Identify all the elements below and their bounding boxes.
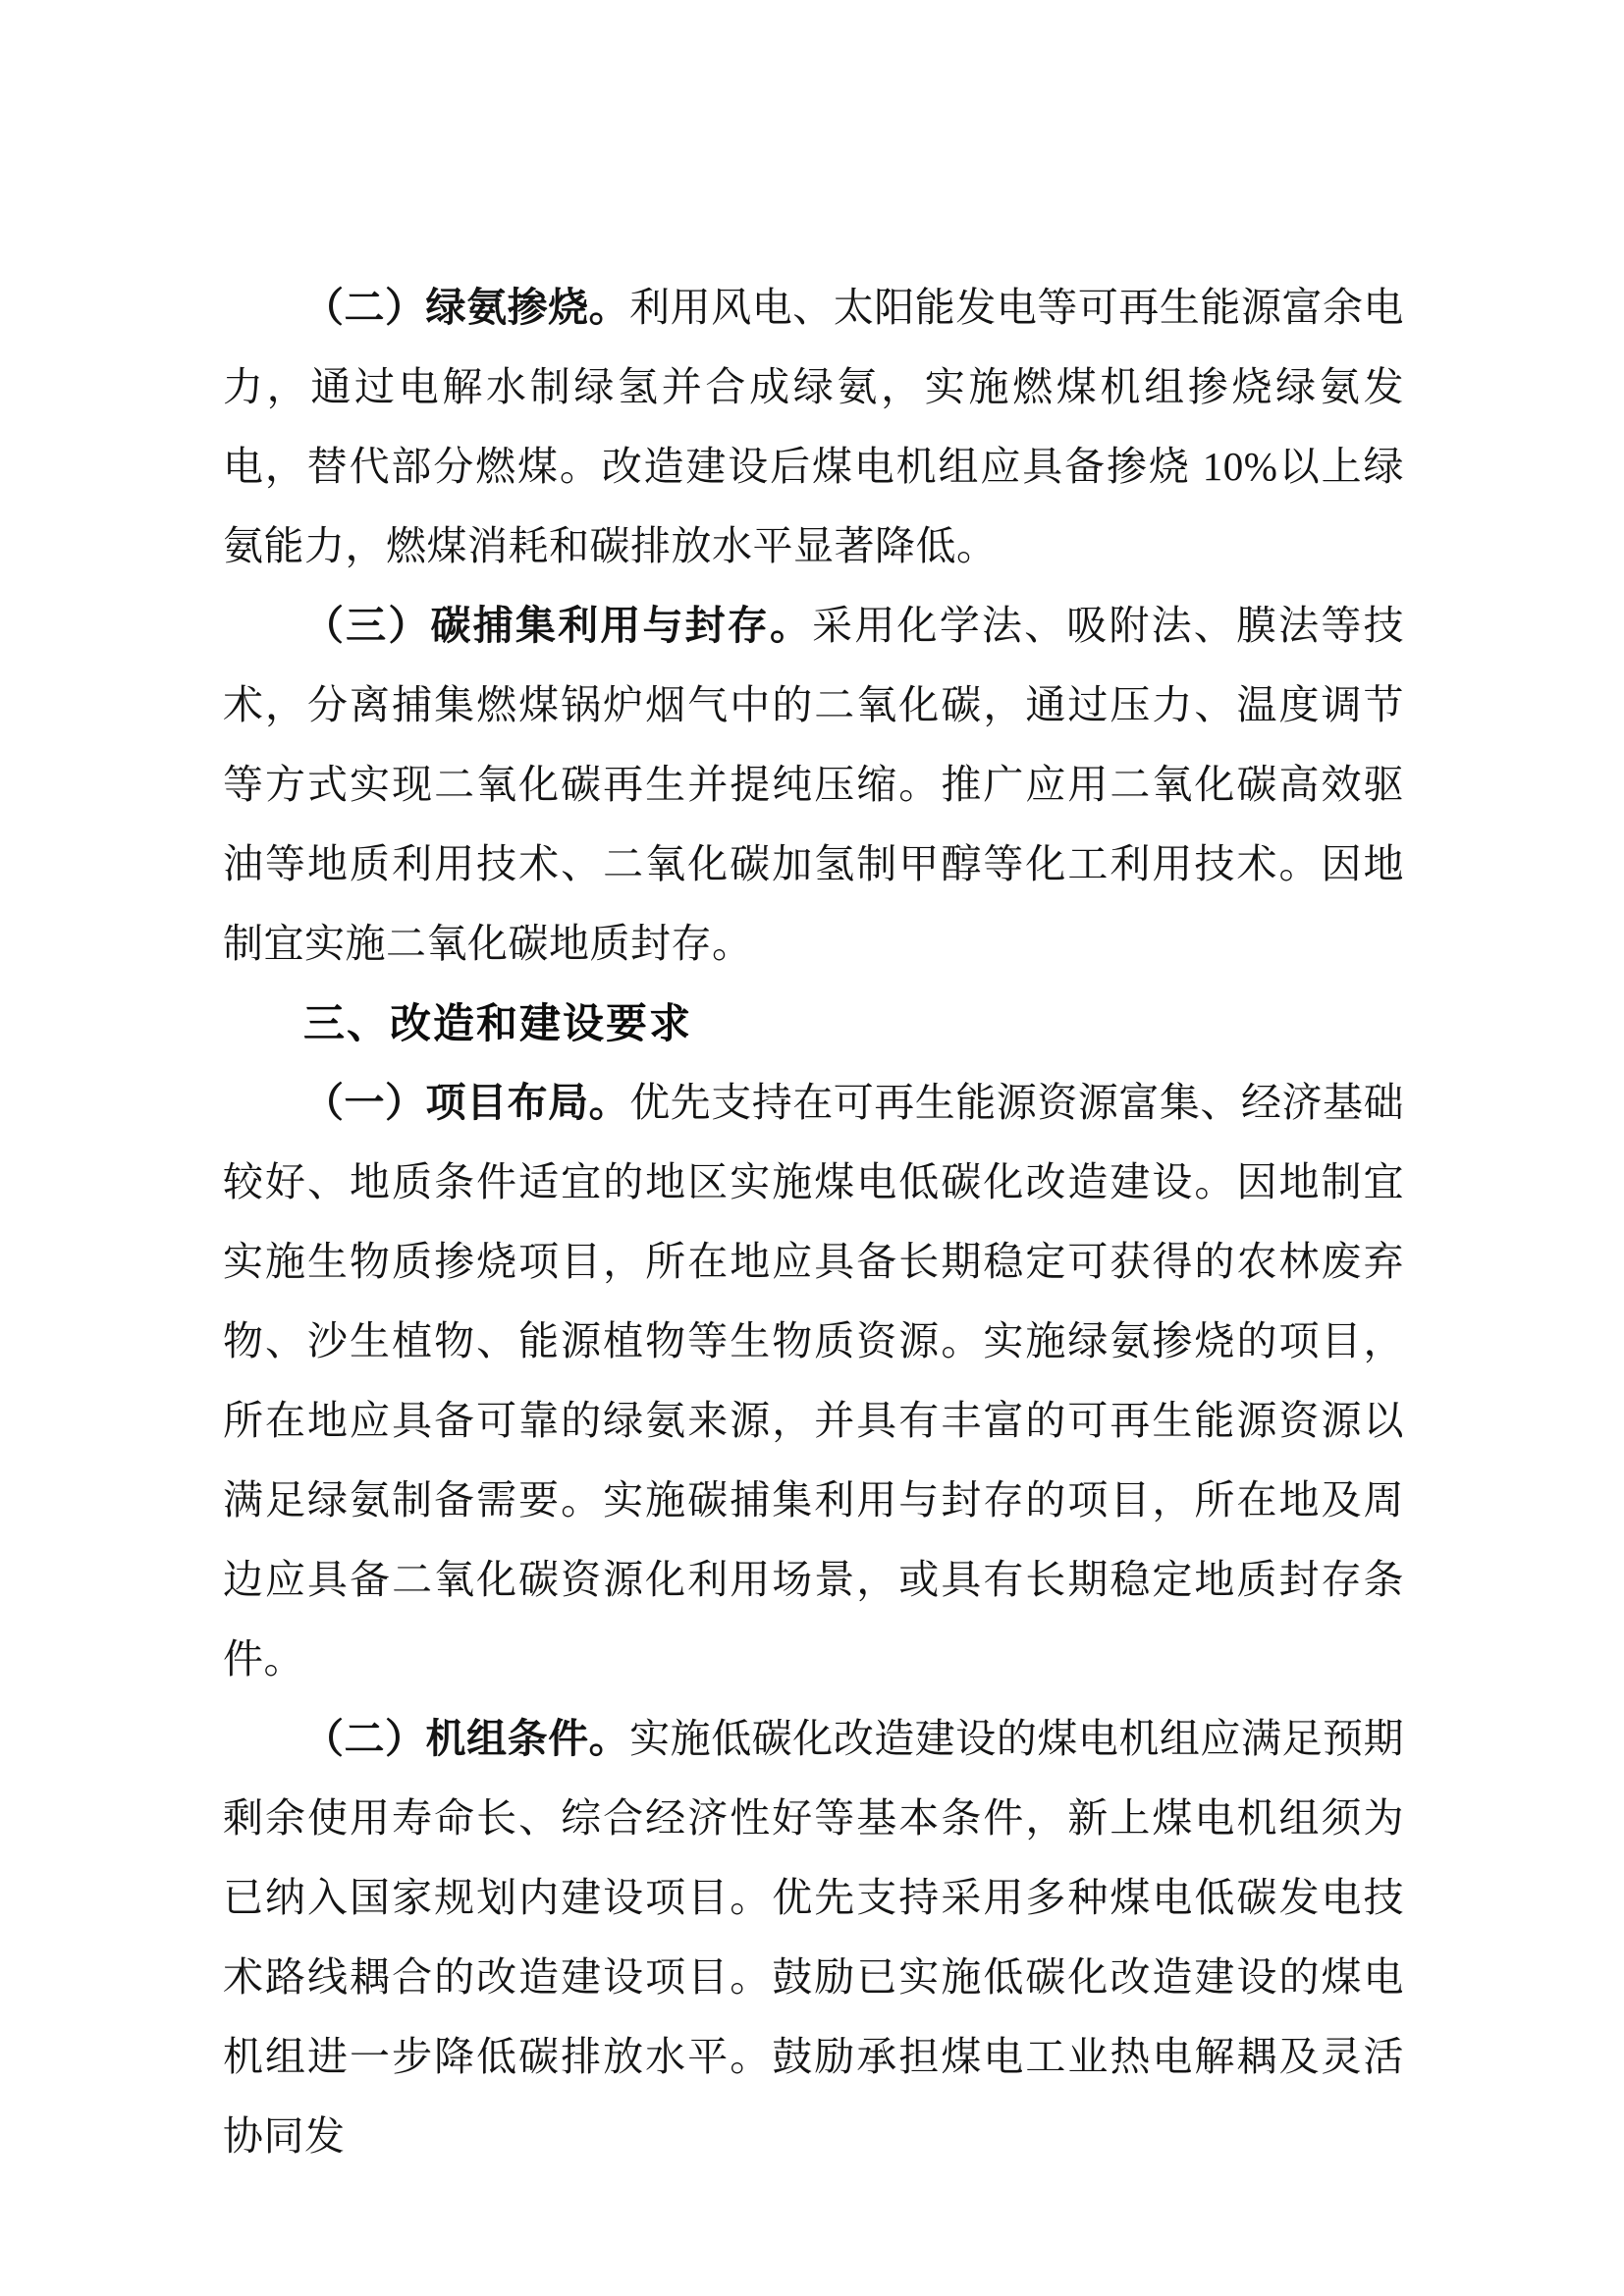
paragraph-project-layout (223, 1063, 1404, 1699)
paragraph-text: 实施低碳化改造建设的煤电机组应满足预期剩余使用寿命长、综合经济性好等基本条件，新上煤电机组须为已纳入国家规划内建设项目。优先支持采用多种煤电低碳发电技术路线耦合的改造建设项目。鼓励已实施低碳化改造建设的煤电机组进一步降低碳排放水平。鼓励承担煤电工业热电解耦及灵活协同发 (223, 1716, 1405, 2159)
paragraph-ccus (223, 586, 1404, 984)
paragraph-lead: （三）碳捕集利用与封存。 (303, 603, 813, 648)
paragraph-lead: （一）项目布局。 (303, 1080, 630, 1125)
paragraph-green-ammonia (223, 268, 1404, 586)
paragraph-text: 利用风电、太阳能发电等可再生能源富余电力，通过电解水制绿氢并合成绿氨，实施燃煤机组掺烧绿氨发电，替代部分燃煤。改造建设后煤电机组应具备掺烧 10%以上绿氨能力，燃煤消耗和碳排放水平显著降低。 (223, 285, 1405, 568)
section-heading: 三、改造和建设要求 (303, 1000, 693, 1046)
paragraph-unit-conditions (223, 1699, 1404, 2176)
paragraph-text: 采用化学法、吸附法、膜法等技术，分离捕集燃煤锅炉烟气中的二氧化碳，通过压力、温度调节等方式实现二氧化碳再生并提纯压缩。推广应用二氧化碳高效驱油等地质利用技术、二氧化碳加氢制甲醇等化工利用技术。因地制宜实施二氧化碳地质封存。 (223, 603, 1405, 966)
paragraph-lead: （二）机组条件。 (303, 1716, 630, 1761)
paragraph-lead: （二）绿氨掺烧。 (303, 285, 630, 330)
paragraph-text: 优先支持在可再生能源资源富集、经济基础较好、地质条件适宜的地区实施煤电低碳化改造建设。因地制宜实施生物质掺烧项目，所在地应具备长期稳定可获得的农林废弃物、沙生植物、能源植物等生物质资源。实施绿氨掺烧的项目，所在地应具备可靠的绿氨来源，并具有丰富的可再生能源资源以满足绿氨制备需要。实施碳捕集利用与封存的项目，所在地及周边应具备二氧化碳资源化利用场景，或具有长期稳定地质封存条件。 (223, 1080, 1405, 1682)
document-text-block (223, 268, 1404, 2176)
